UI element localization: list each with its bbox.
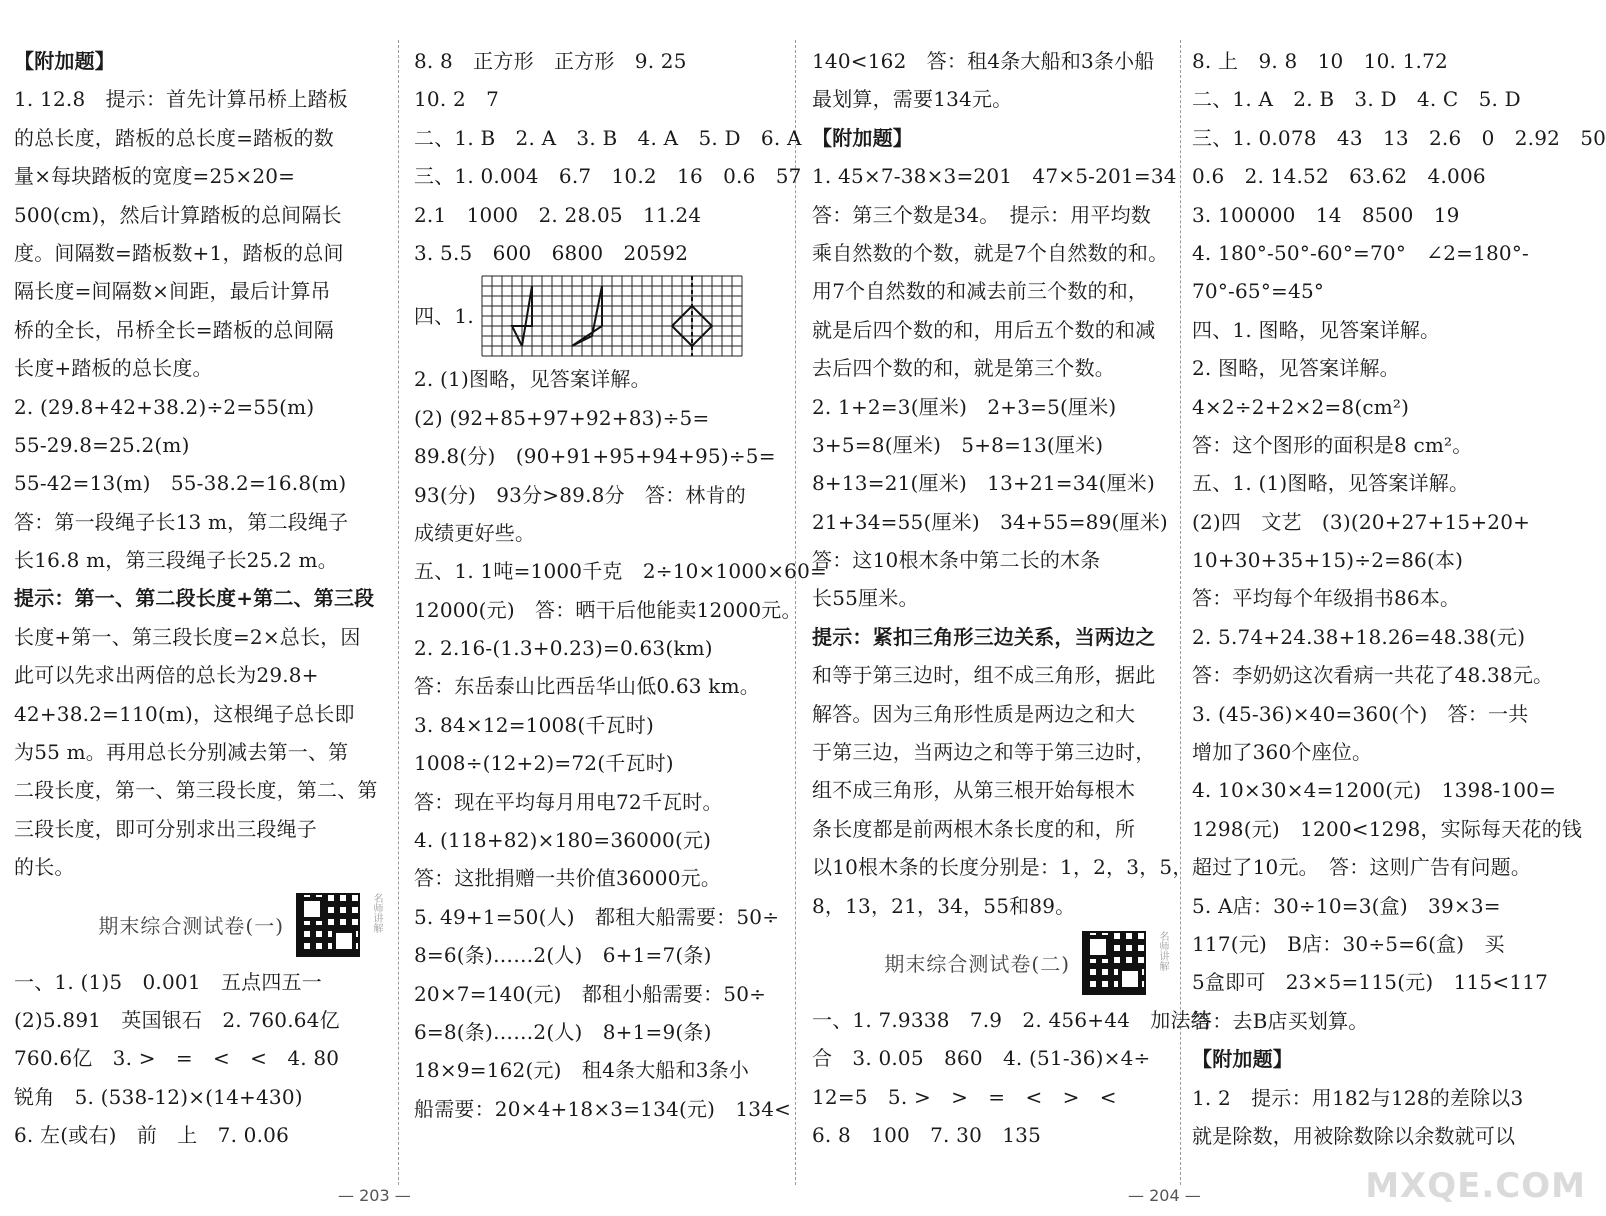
answer-line: 18×9=162(元) 租4条大船和3条小 — [414, 1058, 750, 1083]
answer-line: 55-29.8=25.2(m) — [14, 432, 190, 457]
answer-line: 1008÷(12+2)=72(千瓦时) — [414, 751, 674, 776]
answer-line: 4. (118+82)×180=36000(元) — [414, 828, 712, 853]
qr-caption: 名师讲解 — [371, 892, 382, 933]
answer-line: 6. 8 100 7. 30 135 — [812, 1123, 1042, 1148]
answer-line: 以10根木条的长度分别是：1，2，3，5， — [812, 855, 1193, 880]
answer-line: 隔长度=间隔数×间距，最后计算吊 — [14, 279, 331, 304]
answer-line: 二段长度，第一、第三段长度，第二、第 — [14, 778, 378, 803]
answer-line: 组不成三角形，从第三根开始每根木 — [812, 778, 1136, 803]
answer-block — [414, 360, 827, 1128]
answer-line: 答：东岳泰山比西岳华山低0.63 km。 — [414, 674, 760, 699]
watermark: MXQE.COM — [1365, 1166, 1586, 1206]
bonus-heading: 【附加题】 — [14, 49, 115, 73]
test-title-row — [14, 887, 386, 963]
answer-line: 8，13，21，34，55和89。 — [812, 893, 1076, 918]
answer-line: (2)5.891 英国银石 2. 760.64亿 — [14, 1007, 340, 1032]
answer-block — [1192, 42, 1606, 1155]
column-3 — [812, 42, 1211, 1182]
answer-line: 140<162 答：租4条大船和3条小船 — [812, 49, 1155, 73]
answer-line: 提示：第一、第二段长度+第二、第三段 — [14, 586, 375, 611]
answer-line: 超过了10元。 答：这则广告有问题。 — [1192, 855, 1532, 880]
answer-line: 量×每块踏板的宽度=25×20= — [14, 164, 296, 189]
answer-line: 五、1. (1)图略，见答案详解。 — [1192, 471, 1470, 496]
answer-line: 500(cm)，然后计算踏板的总间隔长 — [14, 202, 342, 227]
answer-line: 3+5=8(厘米) 5+8=13(厘米) — [812, 432, 1104, 457]
answer-line: 为55 m。再用总长分别减去第一、第 — [14, 740, 349, 765]
answer-line: 2. (1)图略，见答案详解。 — [414, 367, 651, 392]
answer-line: 就是后四个数的和，用后五个数的和减 — [812, 317, 1156, 342]
answer-line: 2. (29.8+42+38.2)÷2=55(m) — [14, 394, 315, 419]
answer-line: 去后四个数的和，就是第三个数。 — [812, 356, 1115, 381]
answer-line: 答：去B店买划算。 — [1192, 1008, 1369, 1033]
answer-line: 10. 2 7 — [414, 87, 500, 112]
answer-line: 89.8(分) (90+91+95+94+95)÷5= — [414, 444, 776, 469]
answer-line: 8+13=21(厘米) 13+21=34(厘米) — [812, 471, 1156, 496]
answer-line: 2. 5.74+24.38+18.26=48.38(元) — [1192, 624, 1526, 649]
answer-line: 21+34=55(厘米) 34+55=89(厘米) — [812, 509, 1168, 534]
answer-line: 提示：紧扣三角形三边关系，当两边之 — [812, 624, 1156, 649]
answer-line: 3. 5.5 600 6800 20592 — [414, 240, 689, 265]
answer-line: 一、1. (1)5 0.001 五点四五一 — [14, 969, 322, 994]
answer-line: 乘自然数的个数，就是7个自然数的和。 — [812, 240, 1169, 265]
answer-block — [812, 42, 1193, 925]
answer-line: 117(元) B店：30÷5=6(盒) 买 — [1192, 931, 1505, 956]
answer-line: 1298(元) 1200<1298，实际每天花的钱 — [1192, 816, 1583, 841]
answer-line: 条长度都是前两根木条长度的和，所 — [812, 816, 1136, 841]
answer-line: 长55厘米。 — [812, 586, 919, 611]
answer-block — [414, 42, 802, 272]
answer-line: 增加了360个座位。 — [1192, 740, 1373, 765]
answer-line: 答：这批捐赠一共价值36000元。 — [414, 866, 722, 891]
answer-line: 8=6(条)……2(人) 6+1=7(条) — [414, 943, 712, 968]
answer-line: 度。间隔数=踏板数+1，踏板的总间 — [14, 240, 344, 265]
answer-line: 长16.8 m，第三段绳子长25.2 m。 — [14, 548, 338, 573]
answer-line: 2. 2.16-(1.3+0.23)=0.63(km) — [414, 636, 713, 661]
answer-block — [812, 1001, 1211, 1155]
answer-line: 2.1 1000 2. 28.05 11.24 — [414, 202, 702, 227]
answer-line: 0.6 2. 14.52 63.62 4.006 — [1192, 164, 1486, 189]
answer-line: 成绩更好些。 — [414, 520, 536, 545]
answer-line: 此可以先求出两倍的总长为29.8+ — [14, 663, 319, 688]
answer-line: 锐角 5. (538-12)×(14+430) — [14, 1084, 303, 1109]
answer-line: 20×7=140(元) 都租小船需要：50÷ — [414, 981, 767, 1006]
answer-line: 3. (45-36)×40=360(个) 答：一共 — [1192, 701, 1529, 726]
answer-line: 答：平均每个年级捐书86本。 — [1192, 586, 1461, 611]
test-title: 期末综合测试卷(一) — [98, 914, 284, 939]
answer-line: 最划算，需要134元。 — [812, 87, 1013, 112]
answer-line: 答：第三个数是34。 提示：用平均数 — [812, 202, 1152, 227]
answer-line: 42+38.2=110(m)，这根绳子总长即 — [14, 701, 355, 726]
answer-line: 答：这个图形的面积是8 cm²。 — [1192, 432, 1473, 457]
answer-line: 4×2÷2+2×2=8(cm²) — [1192, 394, 1410, 419]
answer-line: 和等于第三边时，组不成三角形，据此 — [812, 663, 1156, 688]
answer-line: 用7个自然数的和减去前三个数的和， — [812, 279, 1149, 304]
answer-line: 12000(元) 答：晒干后他能卖12000元。 — [414, 597, 802, 622]
answer-line: 的长。 — [14, 855, 75, 880]
column-4 — [1192, 42, 1606, 1182]
answer-line: 于第三边，当两边之和等于第三边时， — [812, 740, 1156, 765]
answer-line: 2. 图略，见答案详解。 — [1192, 356, 1400, 381]
column-2 — [414, 42, 827, 1182]
answer-line: 长度+第一、第三段长度=2×总长，因 — [14, 624, 361, 649]
answer-line: 5. 49+1=50(人) 都租大船需要：50÷ — [414, 904, 780, 929]
test-title: 期末综合测试卷(二) — [884, 952, 1070, 977]
answer-line: 5盒即可 23×5=115(元) 115<117 — [1192, 970, 1549, 995]
grid-figure — [482, 276, 742, 356]
answer-block — [14, 80, 386, 886]
answer-line: 3. 84×12=1008(千瓦时) — [414, 712, 654, 737]
answer-line: 长度+踏板的总长度。 — [14, 356, 213, 381]
answer-line: 二、1. A 2. B 3. D 4. C 5. D — [1192, 87, 1521, 112]
answer-line: 三、1. 0.078 43 13 2.6 0 2.92 50 — [1192, 125, 1606, 150]
answer-block — [14, 963, 386, 1155]
answer-line: 5. A店：30÷10=3(盒) 39×3= — [1192, 893, 1501, 918]
answer-line: 三、1. 0.004 6.7 10.2 16 0.6 57 — [414, 164, 802, 189]
answer-line: 1. 12.8 提示：首先计算吊桥上踏板 — [14, 87, 348, 112]
answer-line: 合 3. 0.05 860 4. (51-36)×4÷ — [812, 1046, 1151, 1071]
answer-line: 解答。因为三角形性质是两边之和大 — [812, 701, 1136, 726]
column-1 — [14, 42, 386, 1182]
answer-line: (2)四 文艺 (3)(20+27+15+20+ — [1192, 509, 1531, 534]
answer-line: 93(分) 93分>89.8分 答：林肯的 — [414, 482, 746, 507]
answer-line: 答：这10根木条中第二长的木条 — [812, 548, 1101, 573]
answer-line: (2) (92+85+97+92+83)÷5= — [414, 405, 710, 430]
qr-code-icon — [296, 893, 360, 957]
answer-line: 2. 1+2=3(厘米) 2+3=5(厘米) — [812, 394, 1117, 419]
answer-line: 8. 上 9. 8 10 10. 1.72 — [1192, 49, 1448, 73]
answer-line: 4. 180°-50°-60°=70° ∠2=180°- — [1192, 240, 1530, 265]
answer-line: 的总长度，踏板的总长度=踏板的数 — [14, 125, 334, 150]
answer-line: 三段长度，即可分别求出三段绳子 — [14, 816, 317, 841]
answer-line: 1. 45×7-38×3=201 47×5-201=34 — [812, 164, 1177, 189]
answer-line: 8. 8 正方形 正方形 9. 25 — [414, 49, 687, 73]
answer-line: 五、1. 1吨=1000千克 2÷10×1000×60= — [414, 559, 827, 584]
answer-line: 船需要：20×4+18×3=134(元) 134< — [414, 1096, 792, 1121]
section-label: 四、1. — [414, 304, 474, 329]
test-title-row — [812, 925, 1172, 1001]
answer-line: 【附加题】 — [1192, 1047, 1293, 1072]
qr-caption: 名师讲解 — [1157, 930, 1168, 971]
answer-line: 10+30+35+15)÷2=86(本) — [1192, 548, 1464, 573]
answer-line: 3. 100000 14 8500 19 — [1192, 202, 1460, 227]
answer-line: 答：现在平均每月用电72千瓦时。 — [414, 789, 723, 814]
answer-line: 12=5 5. > > = < > < — [812, 1084, 1117, 1109]
answer-line: 答：第一段绳子长13 m，第二段绳子 — [14, 509, 349, 534]
answer-line: 【附加题】 — [812, 125, 913, 150]
page-number-right: — 204 — — [1128, 1186, 1201, 1205]
answer-line: 四、1. 图略，见答案详解。 — [1192, 317, 1441, 342]
column-divider — [398, 40, 399, 1185]
answer-line: 55-42=13(m) 55-38.2=16.8(m) — [14, 471, 347, 496]
answer-line: 4. 10×30×4=1200(元) 1398-100= — [1192, 778, 1557, 803]
answer-line: 6=8(条)……2(人) 8+1=9(条) — [414, 1019, 712, 1044]
answer-line: 答：李奶奶这次看病一共花了48.38元。 — [1192, 663, 1554, 688]
answer-line: 一、1. 7.9338 7.9 2. 456+44 加法结 — [812, 1007, 1211, 1032]
page-number-left: — 203 — — [338, 1186, 411, 1205]
answer-line: 桥的全长，吊桥全长=踏板的总间隔 — [14, 317, 334, 342]
answer-line: 70°-65°=45° — [1192, 279, 1325, 304]
answer-line: 就是除数，用被除数除以余数就可以 — [1192, 1123, 1516, 1148]
answer-line: 二、1. B 2. A 3. B 4. A 5. D 6. A — [414, 125, 802, 150]
answer-line: 6. 左(或右) 前 上 7. 0.06 — [14, 1123, 290, 1148]
answer-line: 1. 2 提示：用182与128的差除以3 — [1192, 1085, 1524, 1110]
answer-line: 760.6亿 3. > = < < 4. 80 — [14, 1046, 340, 1071]
grid-figure-row — [414, 272, 776, 360]
qr-code-icon — [1082, 931, 1146, 995]
